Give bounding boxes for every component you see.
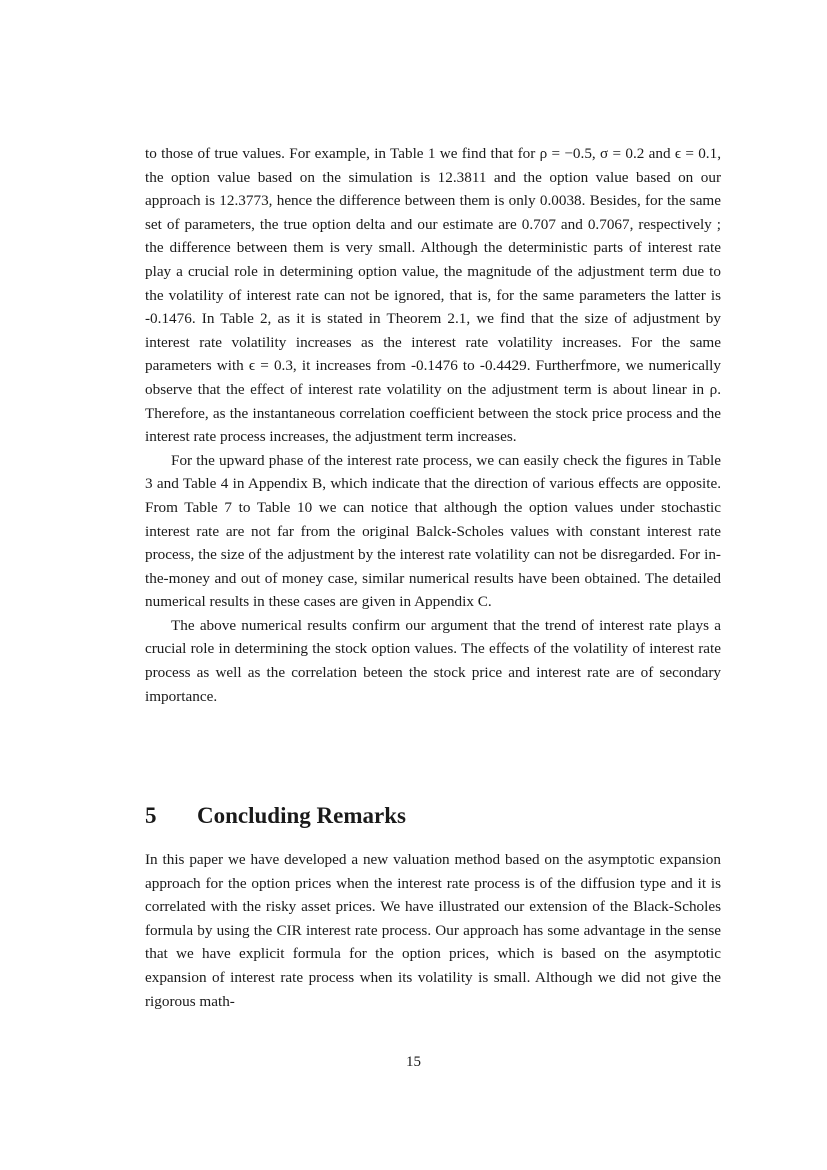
paragraph: The above numerical results confirm our argument that the trend of interest rate plays a crucial role in determining the stock option values. The effects of the volatility of interest rate process as well as the correlation beteen the stock price and interest rate are of secondary importance. xyxy=(145,616,721,705)
paragraph: In this paper we have developed a new valuation method based on the asymptotic expansion approach for the option prices when the interest rate process is of the diffusion type and it is correlated with the risky asset prices. We have illustrated our extension of the Black-Scholes formula by using the CIR interest rate process. Our approach has some advantage in the sense that we have explicit formula for the option prices, which is based on the asymptotic expansion of interest rate process when its volatility is small. Although we did not give the rigorous math- xyxy=(145,851,721,1010)
page-number: 15 xyxy=(406,1054,421,1070)
paragraph: to those of true values. For example, in Table 1 we find that for ρ = −0.5, σ = 0.2 and ϵ = 0.1, the option value based on the simulation is 12.3811 and the option value based on our approach is 12.3773, hence the difference between them is only 0.0038. Besides, for the same set of parameters, the true option delta and our estimate are 0.707 and 0.7067, respectively ; the difference between them is very small. Although the deterministic parts of interest rate play a crucial role in determining option value, the magnitude of the adjustment term due to the volatility of interest rate can not be ignored, that is, for the same parameters the latter is -0.1476. In Table 2, as it is stated in Theorem 2.1, we find that the size of adjustment by interest rate volatility increases as the interest rate volatility increases. For the same parameters with ϵ = 0.3, it increases from -0.1476 to -0.4429. Furtherfmore, we numerically observe that the effect of interest rate volatility on the adjustment term is about linear in ρ. Therefore, as the instantaneous correlation coefficient between the stock price process and the interest rate process increases, the adjustment term increases. xyxy=(145,145,721,446)
body-text-upper xyxy=(145,142,721,708)
section-heading xyxy=(145,800,721,832)
section-number: 5 xyxy=(145,803,157,828)
body-text-lower xyxy=(145,848,721,1013)
paragraph: For the upward phase of the interest rate process, we can easily check the figures in Table 3 and Table 4 in Appendix B, which indicate that the direction of various effects are opposite. From Table 7 to Table 10 we can notice that although the option values under stochastic interest rate are not far from the original Balck-Scholes values with constant interest rate process, the size of the adjustment by the interest rate volatility can not be disregarded. For in-the-money and out of money case, similar numerical results have been obtained. The detailed numerical results in these cases are given in Appendix C. xyxy=(145,451,721,611)
section-title: Concluding Remarks xyxy=(197,803,406,828)
